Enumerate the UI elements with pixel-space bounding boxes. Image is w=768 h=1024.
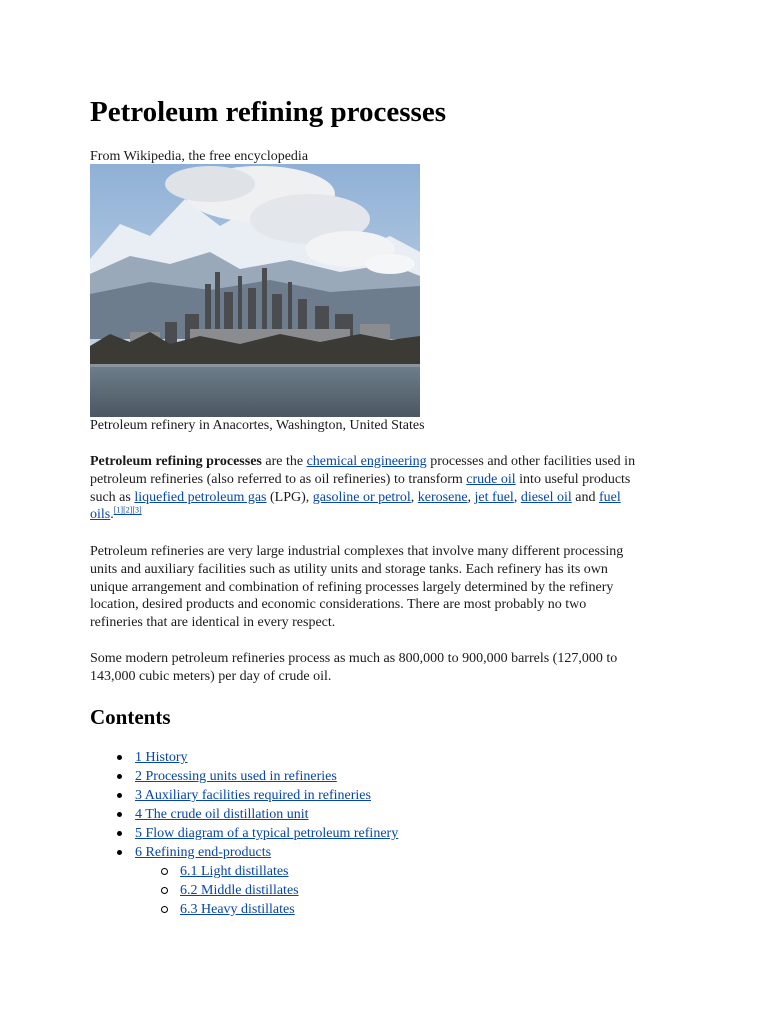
toc-item: [90, 805, 398, 824]
bullet-dot-icon: [117, 774, 122, 779]
lead-term: Petroleum refining processes: [90, 454, 262, 469]
link-crude-oil[interactable]: crude oil: [466, 471, 516, 487]
toc-link-history[interactable]: 1 History: [135, 750, 188, 765]
bullet-dot-icon: [117, 793, 122, 798]
paragraph-2: [90, 543, 690, 632]
bullet-circle-icon: [161, 868, 168, 875]
comma: ,: [513, 489, 521, 505]
lead-text: and: [571, 489, 599, 505]
refinery-photo: [90, 164, 420, 417]
page-title: Petroleum refining processes: [90, 96, 447, 128]
lead-text: processes and other facilities used in: [426, 454, 636, 469]
link-diesel-oil[interactable]: diesel oil: [520, 489, 572, 505]
bullet-dot-icon: [117, 755, 122, 760]
bullet-dot-icon: [117, 850, 122, 855]
image-caption: Petroleum refinery in Anacortes, Washington, United States: [90, 418, 425, 433]
lead-line-3: [90, 489, 690, 507]
link-gasoline[interactable]: gasoline or petrol: [312, 489, 411, 505]
link-oils[interactable]: oils: [90, 507, 111, 523]
link-fuel[interactable]: fuel: [598, 489, 621, 505]
toc-link-light-distillates[interactable]: 6.1 Light distillates: [180, 864, 289, 879]
paragraph-line: units and auxiliary facilities such as utility units and storage tanks. Each refinery has its own: [90, 561, 608, 577]
link-kerosene[interactable]: kerosene: [417, 489, 468, 505]
lead-text: into useful products: [515, 471, 631, 487]
paragraph-line: refineries that are identical in every respect.: [90, 615, 336, 631]
link-chemical-engineering[interactable]: chemical engineering: [306, 454, 427, 469]
link-jet-fuel[interactable]: jet fuel: [474, 489, 514, 505]
toc-item: [90, 748, 398, 767]
source-line: From Wikipedia, the free encyclopedia: [90, 149, 309, 164]
toc-subitem: [90, 862, 398, 881]
toc-item: [90, 767, 398, 786]
lead-text: (LPG),: [266, 489, 313, 505]
link-lpg[interactable]: liquefied petroleum gas: [134, 489, 267, 505]
contents-heading: Contents: [90, 705, 171, 729]
bullet-dot-icon: [117, 812, 122, 817]
bullet-dot-icon: [117, 831, 122, 836]
toc-link-flow-diagram[interactable]: 5 Flow diagram of a typical petroleum refinery: [135, 826, 399, 841]
toc-link-distillation-unit[interactable]: 4 The crude oil distillation unit: [135, 807, 309, 822]
paragraph-3: [90, 650, 690, 686]
paragraph-line: 143,000 cubic meters) per day of crude oil.: [90, 668, 332, 684]
period: .: [110, 507, 114, 523]
toc-item: [90, 824, 398, 843]
paragraph-line: unique arrangement and combination of refining processes largely determined by the refinery: [90, 579, 614, 595]
bullet-circle-icon: [161, 906, 168, 913]
toc-link-processing-units[interactable]: 2 Processing units used in refineries: [135, 769, 337, 784]
comma: ,: [410, 489, 418, 505]
paragraph-line: location, desired products and economic considerations. There are most probably no two: [90, 597, 587, 613]
toc-link-heavy-distillates[interactable]: 6.3 Heavy distillates: [180, 902, 295, 917]
lead-line-1: [90, 453, 690, 471]
toc-item: [90, 786, 398, 805]
toc-link-auxiliary-facilities[interactable]: 3 Auxiliary facilities required in refineries: [135, 788, 371, 803]
lead-line-4: [90, 506, 690, 524]
toc-item: [90, 843, 398, 862]
toc-subitem: [90, 900, 398, 919]
lead-text: are the: [261, 454, 307, 469]
paragraph-line: Some modern petroleum refineries process as much as 800,000 to 900,000 barrels (127,000 to: [90, 651, 618, 666]
lead-line-2: [90, 471, 690, 489]
paragraph-line: Petroleum refineries are very large industrial complexes that involve many different processing: [90, 544, 624, 559]
reference-links[interactable]: [1][2][3]: [113, 505, 142, 515]
lead-text: petroleum refineries (also referred to as oil refineries) to transform: [90, 471, 467, 487]
lead-text: such as: [90, 489, 135, 505]
toc-link-middle-distillates[interactable]: 6.2 Middle distillates: [180, 883, 299, 898]
lead-paragraph: [90, 453, 690, 524]
bullet-circle-icon: [161, 887, 168, 894]
table-of-contents: [90, 748, 398, 919]
toc-link-end-products[interactable]: 6 Refining end-products: [135, 845, 272, 860]
toc-subitem: [90, 881, 398, 900]
comma: ,: [467, 489, 475, 505]
